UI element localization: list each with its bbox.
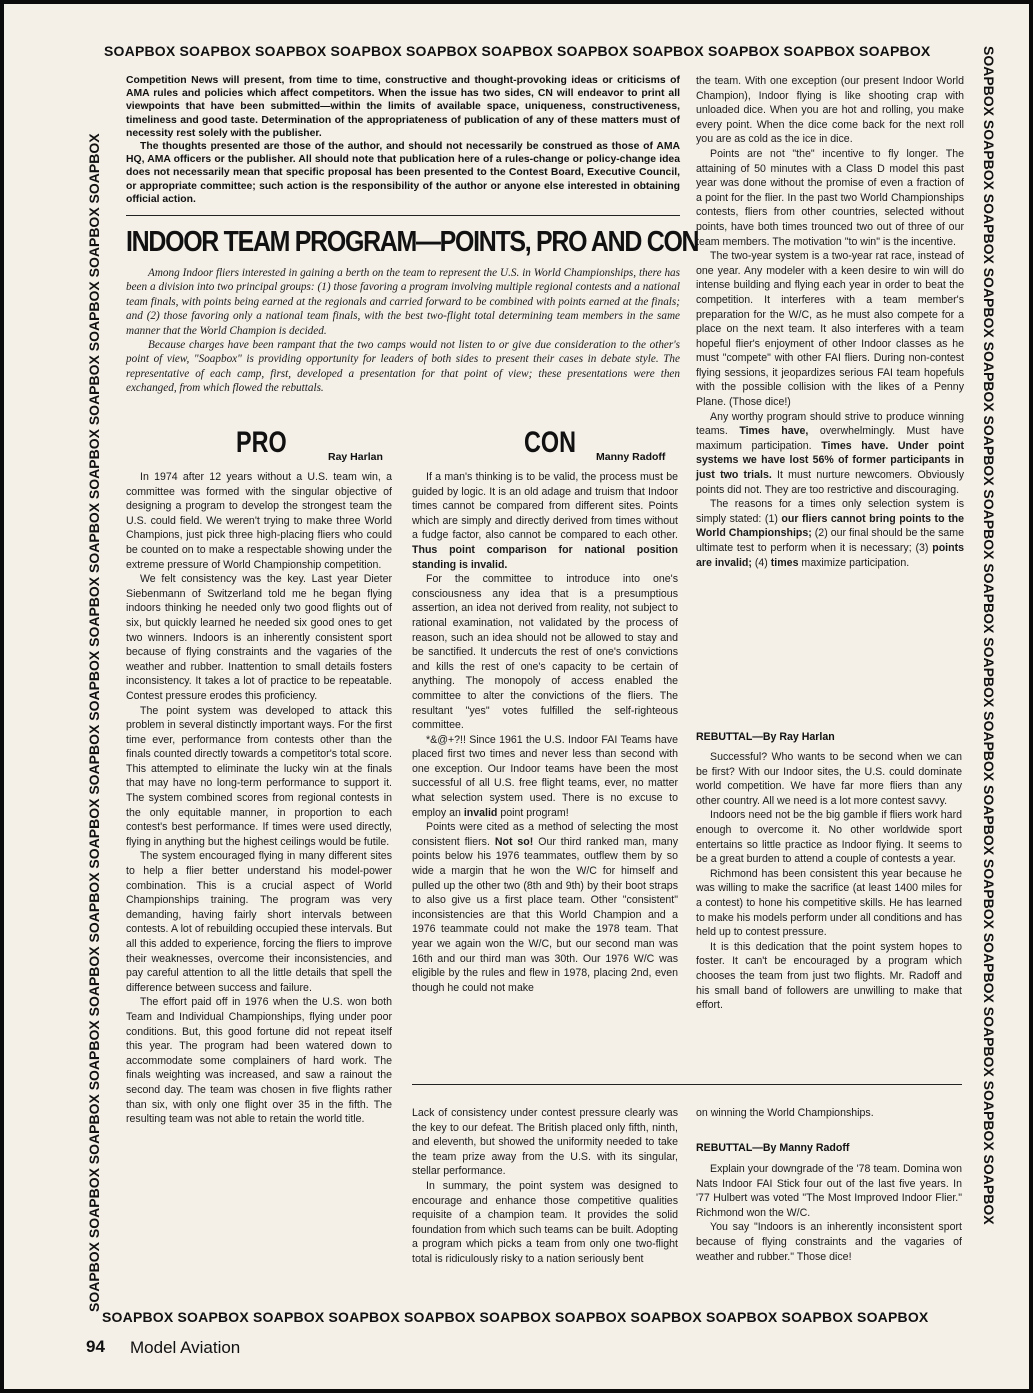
editorial-intro xyxy=(126,74,680,206)
pro-paragraph: In summary, the point system was designed to encourage and enhance those competitive qualities requisite of a champion team. It provides the solid foundation from which such teams can be built. Adopting a program which picks a team from only one two-flight total is ridiculously risky to a nation seriously bent xyxy=(412,1179,678,1265)
soapbox-border-left-wrap xyxy=(84,44,104,1314)
pro-byline: Ray Harlan xyxy=(328,451,383,463)
pro-paragraph: The point system was developed to attack this problem in several distinctly important ways. For the first time ever, performance from contests other than the finals counted directly towards a competitor's total score. This attempted to eliminate the lucky win at the finals that may have no long-term performance to support it. The system combined scores from regional contests in the only equitable manner, in proportion to each contest's best performance. If times were used directly, flying in anything but the highest ceilings would be futile. xyxy=(126,704,392,848)
rebuttal-paragraph: Explain your downgrade of the '78 team. Domina won Nats Indoor FAI Stick four out of the last five years. In '77 Hulbert was voted "The Most Improved Indoor Flier." Richmond won the W/C. xyxy=(696,1163,962,1219)
soapbox-border-right: SOAPBOX SOAPBOX SOAPBOX SOAPBOX SOAPBOX SOAPBOX SOAPBOX SOAPBOX SOAPBOX SOAPBOX SOAPBOX SOAPBOX SOAPBOX SOAPBOX SOAPBOX SOAPBOX xyxy=(981,46,997,1225)
pro-paragraph: In 1974 after 12 years without a U.S. team win, a committee was formed with the singular objective of designing a program to develop the strongest team the U.S. could field. We weren't trying to make three World Champions, just pick three high-placing fliers who could be counted on to make a respectable showing under the extreme pressure of World Championship competition. xyxy=(126,471,392,571)
pro-continued-column xyxy=(412,1106,678,1267)
deck-paragraph: Among Indoor fliers interested in gaining a berth on the team to represent the U.S. in World Championships, there has been a division into two principal groups: (1) those favoring a program involving multiple regional contests and a national team finals, with points being earned at the regionals and carried forward to be combined with points earned at the finals; and (2) those favoring only a national team finals, with the best two-flight total determining team members in the same manner that the World Champion is decided. xyxy=(126,267,680,337)
page-number: 94 xyxy=(86,1337,105,1356)
con-column xyxy=(412,470,678,995)
pro-continued-end xyxy=(696,1106,962,1121)
rebuttal-radoff xyxy=(696,1162,962,1264)
pro-heading: PRO xyxy=(236,426,287,459)
con-continued-column xyxy=(696,74,964,570)
con-paragraph: the team. With one exception (our present Indoor World Champion), Indoor flying is like shooting crap with unloaded dice. When you are hot and rolling, you make every point. When the dice come back for the next roll you are as cold as the ice in dice. xyxy=(696,75,964,146)
soapbox-border-bottom: SOAPBOX SOAPBOX SOAPBOX SOAPBOX SOAPBOX SOAPBOX SOAPBOX SOAPBOX SOAPBOX SOAPBOX SOAPBOX xyxy=(102,1309,929,1325)
deck-paragraph: Because charges have been rampant that the two camps would not listen to or give due consideration to the other's point of view, "Soapbox" is providing opportunity for leaders of both sides to present their cases in debate style. The representative of each camp, first, developed a presentation for that point of view; these presentations were then exchanged, from which flowed the rebuttals. xyxy=(126,339,680,395)
rebuttal-heading-radoff: REBUTTAL—By Manny Radoff xyxy=(696,1142,850,1154)
pro-paragraph: We felt consistency was the key. Last year Dieter Siebenmann of Switzerland told me he began flying indoors thinking he needed only two good flights out of six, but quickly learned he needed six good ones to get two winners. Indoors is an inherently consistent sport because of flying constraints and the vagaries of the weather and rubber. Inattention to small details fosters inconsistency. It takes a lot of practice to be repeatable. Contest pressure erodes this proficiency. xyxy=(126,573,392,702)
con-heading: CON xyxy=(524,426,577,459)
con-paragraph: Any worthy program should strive to produce winning teams. Times have, overwhelmingly. Must have maximum participation. Times have. Under point systems we have lost 56% of former participants in just two trials. It must nurture newcomers. Obviously points did not. They are too restrictive and discouraging. xyxy=(696,410,964,496)
con-paragraph: The reasons for a times only selection system is simply stated: (1) our fliers cannot bring points to the World Championships; (2) our final should be the same ultimate test to perform when it is necessary; (3) points are invalid; (4) times maximize participation. xyxy=(696,498,964,569)
pro-paragraph: Lack of consistency under contest pressure clearly was the key to our defeat. The British placed only fifth, ninth, and eleventh, but showed the uniformity needed to take the team prize away from the U.S. with its singular, stellar performance. xyxy=(412,1107,678,1178)
soapbox-border-top: SOAPBOX SOAPBOX SOAPBOX SOAPBOX SOAPBOX SOAPBOX SOAPBOX SOAPBOX SOAPBOX SOAPBOX SOAPBOX xyxy=(104,43,931,59)
pro-paragraph: on winning the World Championships. xyxy=(696,1107,874,1119)
intro-paragraph: Competition News will present, from time to time, constructive and thought-provoking ideas or criticisms of AMA rules and policies which affect competitors. When the issue has two sides, CN will endeavor to print all viewpoints that have been submitted—within the limits of available space, uniqueness, constructiveness, timeliness and good taste. Determination of the appropriateness of publication of any of these matters must of necessity rest solely with the publisher. xyxy=(126,75,680,139)
con-paragraph: Points are not "the" incentive to fly longer. The attaining of 50 minutes with a Class D model this past year was done without the promise of even a fraction of a point for the flier. In the past two World Championships contests, fliers from other countries, selected without points, have both times trounced two out of three of our team members. The motivation "to win" is the incentive. xyxy=(696,147,964,248)
magazine-page xyxy=(4,4,1029,1389)
rebuttal-paragraph: Successful? Who wants to be second when we can be first? With our Indoor sites, the U.S. could dominate world competition. We have far more fliers than any other country. All we need is a lot more contest savvy. xyxy=(696,751,962,807)
soapbox-border-right-wrap xyxy=(979,44,999,1314)
article-headline: INDOOR TEAM PROGRAM—POINTS, PRO AND CON xyxy=(126,226,699,258)
pro-column xyxy=(126,470,392,1127)
con-paragraph: Points were cited as a method of selecting the most consistent fliers. Not so! Our third ranked man, many points below his 1976 teammates, outflew them by so wide a margin that he won the W/C for himself and pulled up the other two (8th and 9th) by their boot straps to also give us a first place team. Other "consistent" inconsistencies are that this World Champion and a 1976 teammate could not make the 1978 team. That year we again won the W/C, but our second man was 16th and our third man was 30th. Our 1976 W/C was eligible by the rules and flew in 1978, placing 2nd, even though he could not make xyxy=(412,821,678,994)
rebuttal-paragraph: Indoors need not be the big gamble if fliers work hard enough to overcome it. No other worldwide sport entertains so little practice as Indoor flying. It seems to be a great burden to attend a couple of contests a year. xyxy=(696,809,962,866)
article-deck xyxy=(126,266,680,396)
con-paragraph: *&@+?!! Since 1961 the U.S. Indoor FAI Teams have placed first two times and never less than second with one exception. Our Indoor teams have been the most successful of all U.S. free flight teams, ever, no matter what selection system used. There is no excuse to employ an invalid point program! xyxy=(412,733,678,819)
rebuttal-paragraph: It is this dedication that the point system hopes to foster. It can't be encouraged by a program which chooses the team from just two flights. Mr. Radoff and his small band of followers are unwilling to make that effort. xyxy=(696,940,962,1012)
rebuttal-paragraph: You say "Indoors is an inherently inconsistent sport because of flying constraints and the vagaries of weather and rubber." Those dice! xyxy=(696,1221,962,1263)
divider xyxy=(126,215,680,216)
con-paragraph: If a man's thinking is to be valid, the process must be guided by logic. It is an old adage and truism that Indoor times cannot be compared from different sites. Points which are simply and directly derived from times without a fudge factor, also cannot be compared to each other. Thus point comparison for national position standing is invalid. xyxy=(412,471,678,571)
rebuttal-harlan xyxy=(696,750,962,1013)
pro-paragraph: The effort paid off in 1976 when the U.S. won both Team and Individual Championships, flying under poor conditions. But, this good fortune did not repeat itself this year. The program had been watered down to accommodate some complainers of hard work. The finals weighting was increased, and saw a rainout the second day. The team was chosen in five flights rather than six, with only one flight over 35 in the fifth. The resulting team was not able to retain the world title. xyxy=(126,996,392,1126)
pro-paragraph: The system encouraged flying in many different sites to help a flier better understand his model-power combination. This is a crucial aspect of World Championships training. The program was very demanding, having fairly short intervals between contests. A lot of rebuilding occupied these intervals. But all this added to experience, forcing the fliers to improve their weaknesses, overcome their inconsistencies, and pay careful attention to all the little details that spell the difference between success and failure. xyxy=(126,850,392,994)
rebuttal-heading-harlan: REBUTTAL—By Ray Harlan xyxy=(696,731,835,743)
con-paragraph: The two-year system is a two-year rat race, instead of one year. Any modeler with a keen desire to win will do intense building and flying each year in order to beat the competition. It interferes with a team member's preparation for the W/C, as he must also compete for a place on the next team. It also interferes with a team hopeful flier's enjoyment of other Indoor classes as he must "compete" with other FAI fliers. During non-contest flying sessions, it jeopardizes serious FAI team hopefuls with the possible collision with the likes of a Penny Plane. (Those dice!) xyxy=(696,250,964,409)
con-byline: Manny Radoff xyxy=(596,451,666,463)
rebuttal-paragraph: Richmond has been consistent this year because he was willing to make the sacrifice (at least 1400 miles for a contest) to hone his competitive skills. He has learned to make his models perform under all conditions and has held up to contest pressure. xyxy=(696,867,962,939)
intro-paragraph: The thoughts presented are those of the author, and should not necessarily be construed as those of AMA HQ, AMA officers or the publisher. All should note that publication here of a rules-change or policy-change idea does not necessarily mean that specific proposal has been presented to the Contest Board, Executive Council, or appropriate committee; such action is the responsibility of the author or anyone else interested in obtaining official action. xyxy=(126,141,680,205)
divider xyxy=(412,1084,962,1085)
magazine-name: Model Aviation xyxy=(130,1338,241,1357)
soapbox-border-left: SOAPBOX SOAPBOX SOAPBOX SOAPBOX SOAPBOX SOAPBOX SOAPBOX SOAPBOX SOAPBOX SOAPBOX SOAPBOX SOAPBOX SOAPBOX SOAPBOX SOAPBOX SOAPBOX xyxy=(86,133,102,1312)
con-paragraph: For the committee to introduce into one's consciousness any idea that is a presumptious assertion, an idea not derived from reality, not subject to rational examination, not validated by the process of reason, such an idea should not be allowed to stay and be sanctified. It undercuts the rest of one's convictions and kills the rest of one's capacity to be certain of anything. The monopoly of access enabled the committee to alter the convictions of the fliers. The resultant "yes" votes fulfilled the self-righteous committee. xyxy=(412,573,678,732)
